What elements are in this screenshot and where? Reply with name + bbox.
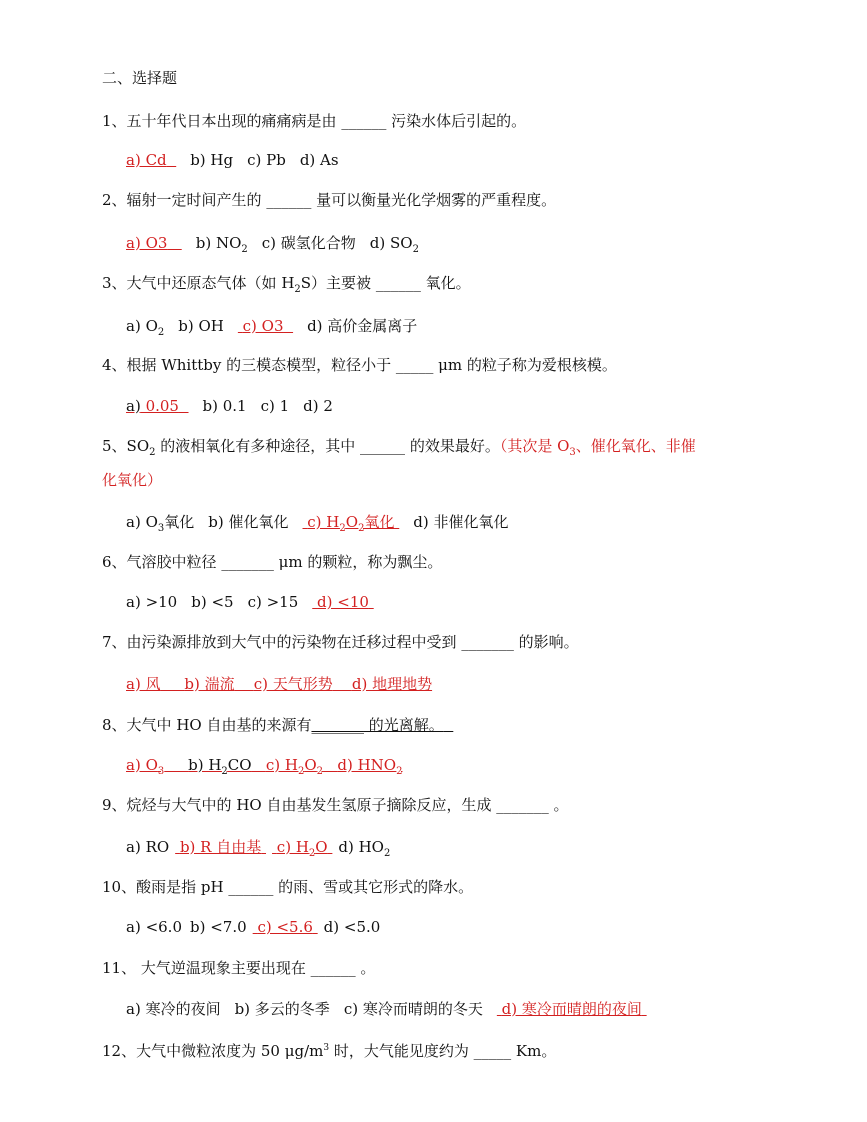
answer-blank: _______ bbox=[221, 553, 274, 571]
answer-note: （其次是 $O_3$、催化氧化、非催 bbox=[499, 437, 696, 458]
options-4 bbox=[126, 396, 333, 416]
options-2 bbox=[126, 233, 419, 253]
question-text: 五十年代日本出现的痛痛病是由 bbox=[126, 112, 342, 130]
option-c: c) 寒冷而晴朗的冬天 bbox=[343, 1000, 483, 1018]
option-a-correct: a) O3 bbox=[126, 234, 168, 252]
question-text: 由污染源排放到大气中的污染物在迁移过程中受到 bbox=[126, 633, 462, 651]
option-a: a) $O_3$氧化 bbox=[126, 513, 195, 534]
option-c-correct: c) <5.6 bbox=[257, 918, 313, 936]
option-a: a) $O_2$ bbox=[126, 317, 165, 338]
question-2 bbox=[102, 190, 556, 210]
option-d: d) 非催化氧化 bbox=[413, 513, 509, 531]
option-d: d) 高价金属离子 bbox=[307, 317, 418, 335]
question-number: 6、 bbox=[102, 553, 127, 571]
option-a: a) RO bbox=[126, 838, 170, 856]
option-c: c) >15 bbox=[247, 593, 299, 611]
answer-blank: _______ 的光离解。 bbox=[311, 716, 444, 734]
option-d: d) $HO_2$ bbox=[338, 838, 391, 859]
option-b: b) <7.0 bbox=[190, 918, 247, 936]
option-b: b) 催化氧化 bbox=[208, 513, 289, 531]
option-a: a) <6.0 bbox=[126, 918, 182, 936]
answer-blank: _______ bbox=[461, 633, 514, 651]
option-d: d) As bbox=[299, 151, 339, 169]
option-b: b) 湍流 bbox=[184, 675, 235, 693]
question-number: 5、 bbox=[102, 437, 127, 455]
option-a: a) $O_3$ bbox=[126, 756, 165, 777]
question-text: 大气中还原态气体（如 $H_2S$）主要被 bbox=[126, 274, 376, 295]
options-3 bbox=[126, 316, 417, 336]
question-text: Km。 bbox=[511, 1042, 557, 1060]
question-text: 大气逆温现象主要出现在 bbox=[136, 959, 311, 977]
option-d-correct: d) 寒冷而晴朗的夜间 bbox=[501, 1000, 642, 1018]
question-text: μm 的颗粒，称为飘尘。 bbox=[273, 553, 443, 571]
answer-blank: _____ bbox=[473, 1042, 512, 1060]
option-a: a) 风 bbox=[126, 675, 161, 693]
section-title: 二、选择题 bbox=[102, 69, 178, 87]
question-text: 根据 Whittby 的三模态模型，粒径小于 bbox=[126, 356, 396, 374]
question-number: 11、 bbox=[102, 959, 137, 977]
option-b: b) 0.1 bbox=[202, 397, 247, 415]
option-c: c) 碳氢化合物 bbox=[261, 234, 356, 252]
question-3 bbox=[102, 273, 471, 293]
question-number: 10、 bbox=[102, 878, 137, 896]
options-7-all-correct bbox=[126, 674, 432, 694]
question-text: $SO_2$ 的液相氧化有多种途径，其中 bbox=[126, 437, 361, 458]
option-a-correct: a) 0.05 bbox=[126, 397, 179, 415]
question-12 bbox=[102, 1041, 556, 1061]
options-11 bbox=[126, 999, 647, 1019]
question-number: 12、 bbox=[102, 1042, 137, 1060]
question-text: 。 bbox=[355, 959, 376, 977]
option-c: c) 天气形势 bbox=[253, 675, 333, 693]
question-7 bbox=[102, 632, 579, 652]
question-text: 的雨、雪或其它形式的降水。 bbox=[273, 878, 474, 896]
question-text: 大气中 HO 自由基的来源有 bbox=[126, 716, 312, 734]
option-b: b) OH bbox=[178, 317, 224, 335]
question-10 bbox=[102, 877, 473, 897]
question-text: 大气中微粒浓度为 50 $\mu g/m^3$ 时，大气能见度约为 bbox=[136, 1042, 474, 1060]
option-b-correct: b) R 自由基 bbox=[179, 838, 262, 856]
question-text: μm 的粒子称为爱根核模。 bbox=[433, 356, 617, 374]
answer-note-continued: 化氧化） bbox=[102, 471, 163, 489]
option-d: d) $HNO_2$ bbox=[337, 756, 403, 777]
answer-blank: ______ bbox=[375, 274, 421, 292]
question-6 bbox=[102, 552, 442, 572]
option-c: c) Pb bbox=[247, 151, 286, 169]
option-d: d) 2 bbox=[303, 397, 333, 415]
answer-blank: ______ bbox=[228, 878, 274, 896]
question-4 bbox=[102, 355, 617, 375]
option-b: b) Hg bbox=[190, 151, 234, 169]
option-d: d) <5.0 bbox=[323, 918, 381, 936]
question-text: 量可以衡量光化学烟雾的严重程度。 bbox=[311, 191, 557, 209]
question-5 bbox=[102, 436, 696, 456]
option-d-correct: d) <10 bbox=[317, 593, 369, 611]
answer-blank: _______ bbox=[496, 796, 549, 814]
options-9 bbox=[126, 837, 390, 857]
question-1 bbox=[102, 111, 526, 131]
option-b: b) $NO_2$ bbox=[195, 234, 248, 255]
question-number: 8、 bbox=[102, 716, 127, 734]
question-number: 2、 bbox=[102, 191, 127, 209]
option-c-correct: c) $H_2O$ bbox=[276, 838, 328, 859]
question-number: 3、 bbox=[102, 274, 127, 292]
question-text: 氧化。 bbox=[420, 274, 471, 292]
options-6 bbox=[126, 592, 374, 612]
question-number: 1、 bbox=[102, 112, 127, 130]
question-text: 气溶胶中粒径 bbox=[126, 553, 222, 571]
options-1 bbox=[126, 150, 339, 170]
option-c: c) $H_2O_2$ bbox=[265, 756, 324, 777]
question-text: 。 bbox=[548, 796, 569, 814]
option-c: c) 1 bbox=[260, 397, 290, 415]
question-11 bbox=[102, 958, 375, 978]
option-b: b) 多云的冬季 bbox=[234, 1000, 330, 1018]
option-d: d) 地理地势 bbox=[351, 675, 433, 693]
options-10 bbox=[126, 917, 380, 937]
question-text: 辐射一定时间产生的 bbox=[126, 191, 267, 209]
option-c-correct: c) O3 bbox=[242, 317, 284, 335]
options-5 bbox=[126, 512, 508, 532]
question-text: 污染水体后引起的。 bbox=[386, 112, 527, 130]
options-8-all-correct bbox=[126, 755, 402, 775]
answer-blank: ______ bbox=[341, 112, 387, 130]
option-c-correct: c) $H_2O_2$氧化 bbox=[307, 513, 395, 534]
question-text: 烷烃与大气中的 HO 自由基发生氢原子摘除反应，生成 bbox=[126, 796, 497, 814]
question-text: 的影响。 bbox=[513, 633, 579, 651]
answer-blank: ______ bbox=[360, 437, 406, 455]
question-text: 酸雨是指 pH bbox=[136, 878, 229, 896]
option-b: b) <5 bbox=[191, 593, 234, 611]
question-number: 7、 bbox=[102, 633, 127, 651]
question-9 bbox=[102, 795, 569, 815]
answer-blank: _____ bbox=[395, 356, 434, 374]
answer-blank: ______ bbox=[266, 191, 312, 209]
question-number: 9、 bbox=[102, 796, 127, 814]
answer-blank: ______ bbox=[310, 959, 356, 977]
option-a: a) >10 bbox=[126, 593, 178, 611]
option-a-correct: a) Cd bbox=[126, 151, 167, 169]
option-a: a) 寒冷的夜间 bbox=[126, 1000, 221, 1018]
option-b: b) $H_2CO$ bbox=[188, 756, 252, 777]
question-number: 4、 bbox=[102, 356, 127, 374]
option-d: d) $SO_2$ bbox=[369, 234, 419, 255]
question-8 bbox=[102, 715, 453, 735]
question-text: 的效果最好。 bbox=[405, 437, 500, 455]
